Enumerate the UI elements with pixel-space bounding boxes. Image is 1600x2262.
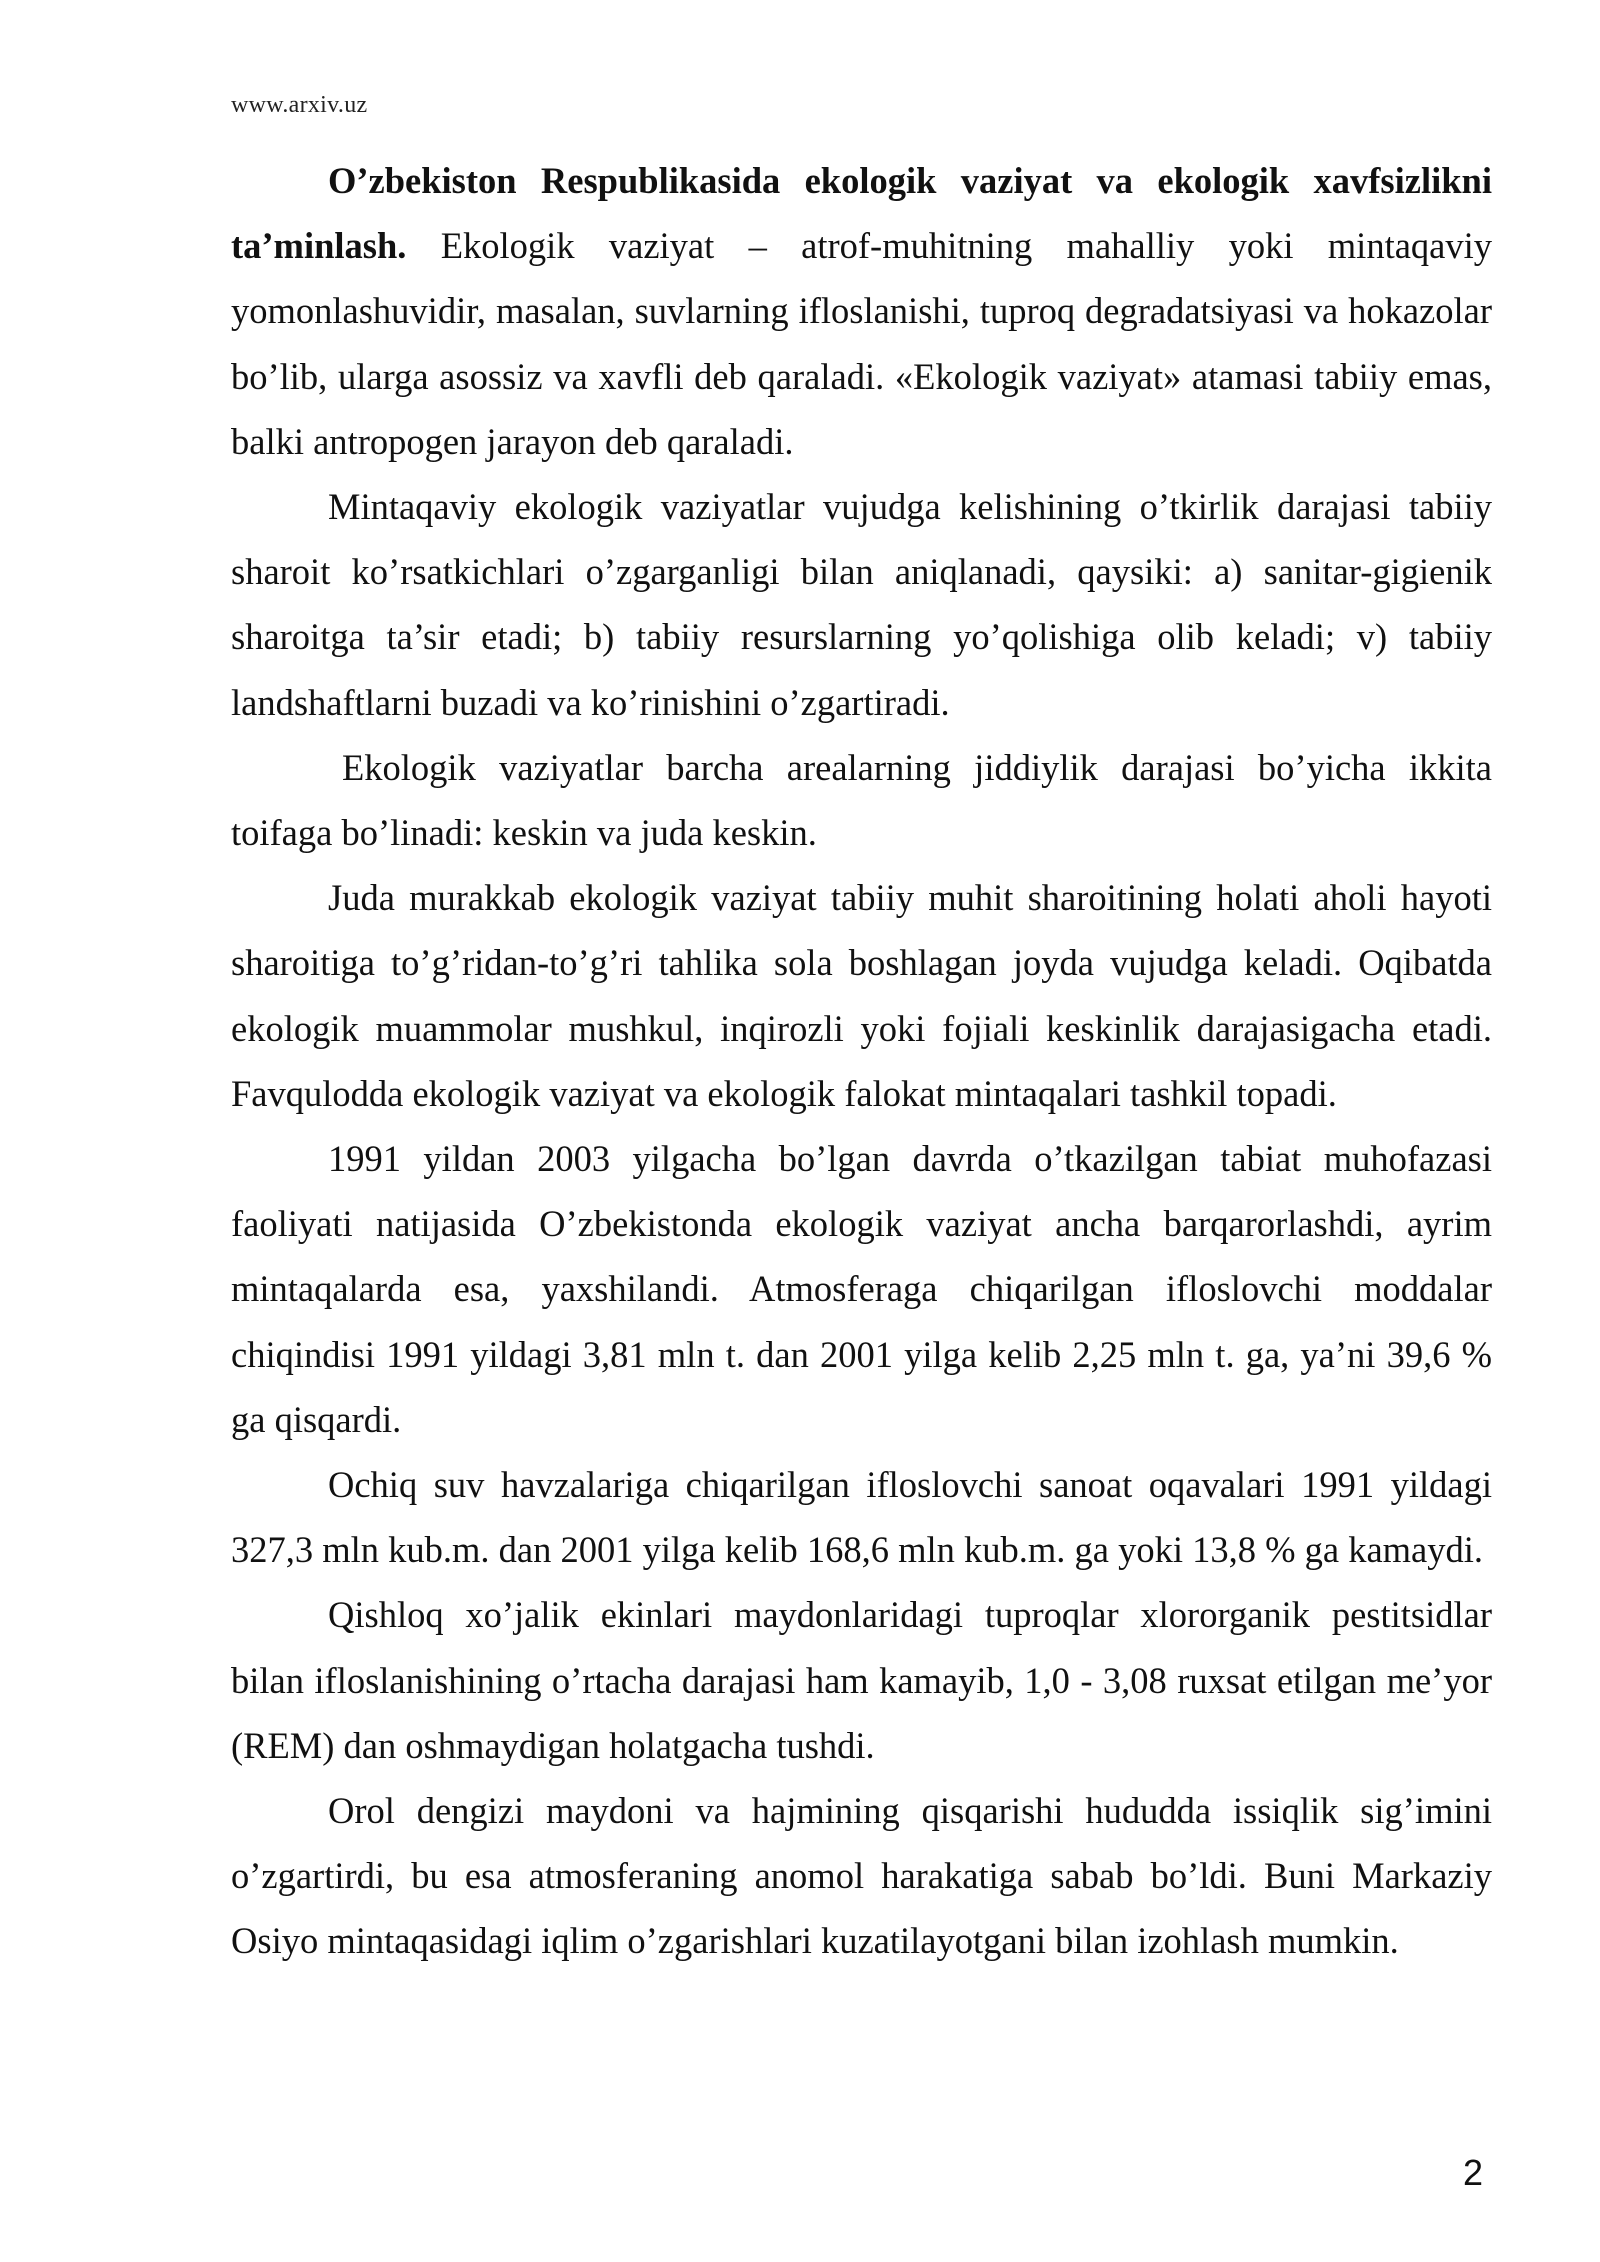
paragraph-1 (231, 148, 1492, 474)
paragraph-3: Ekologik vaziyatlar barcha arealarning jiddiylik darajasi bo’yicha ikkita toifaga bo’linadi: keskin va juda keskin. (231, 746, 1492, 854)
page-number: 2 (1463, 2152, 1484, 2193)
paragraph-7: Qishloq xo’jalik ekinlari maydonlaridagi tuproqlar xlororganik pestitsidlar bilan ifloslanishining o’rtacha darajasi ham kamayib, 1,0 - 3,08 ruxsat etilgan me’yor (REM) dan oshmaydigan holatgacha tushdi. (231, 1594, 1492, 1766)
paragraph-6: Ochiq suv havzalariga chiqarilgan ifloslovchi sanoat oqavalari 1991 yildagi 327,3 mln kub.m. dan 2001 yilga kelib 168,6 mln kub.m. ga yoki 13,8 % ga kamaydi. (231, 1464, 1492, 1571)
section-heading: O’zbekiston Respublikasida ekologik vaziyat va ekologik xavfsizlikni ta’minlash. (231, 160, 1492, 267)
site-url: www.arxiv.uz (231, 92, 368, 118)
paragraph-8: Orol dengizi maydoni va hajmining qisqarishi hududda issiqlik sig’imini o’zgartirdi, bu esa atmosferaning anomol harakatiga sabab bo’ldi. Buni Markaziy Osiyo mintaqasidagi iqlim o’zgarishlari kuzatilayotgani bilan izohlash mumkin. (231, 1790, 1492, 1962)
document-body (231, 148, 1492, 1974)
paragraph-4: Juda murakkab ekologik vaziyat tabiiy muhit sharoitining holati aholi hayoti sharoitiga to’g’ridan-to’g’ri tahlika sola boshlagan joyda vujudga keladi. Oqibatda ekologik muammolar mushkul, inqirozli yoki fojiali keskinlik darajasigacha etadi. Favqulodda ekologik vaziyat va ekologik falokat mintaqalari tashkil topadi. (231, 877, 1492, 1114)
paragraph-5: 1991 yildan 2003 yilgacha bo’lgan davrda o’tkazilgan tabiat muhofazasi faoliyati natijasida O’zbekistonda ekologik vaziyat ancha barqarorlashdi, ayrim mintaqalarda esa, yaxshilandi. Atmosferaga chiqarilgan ifloslovchi moddalar chiqindisi 1991 yildagi 3,81 mln t. dan 2001 yilga kelib 2,25 mln t. ga, ya’ni 39,6 % ga qisqardi. (231, 1138, 1492, 1440)
paragraph-text: Ekologik vaziyat – atrof-muhitning mahalliy yoki mintaqaviy yomonlashuvidir, masalan, suvlarning ifloslanishi, tuproq degradatsiyasi va hokazolar bo’lib, ularga asossiz va xavfli deb qaraladi. «Ekologik vaziyat» atamasi tabiiy emas, balki antropogen jarayon deb qaraladi. (231, 225, 1492, 462)
paragraph-2: Mintaqaviy ekologik vaziyatlar vujudga kelishining o’tkirlik darajasi tabiiy sharoit ko’rsatkichlari o’zgarganligi bilan aniqlanadi, qaysiki: a) sanitar-gigienik sharoitga ta’sir etadi; b) tabiiy resurslarning yo’qolishiga olib keladi; v) tabiiy landshaftlarni buzadi va ko’rinishini o’zgartiradi. (231, 486, 1492, 723)
